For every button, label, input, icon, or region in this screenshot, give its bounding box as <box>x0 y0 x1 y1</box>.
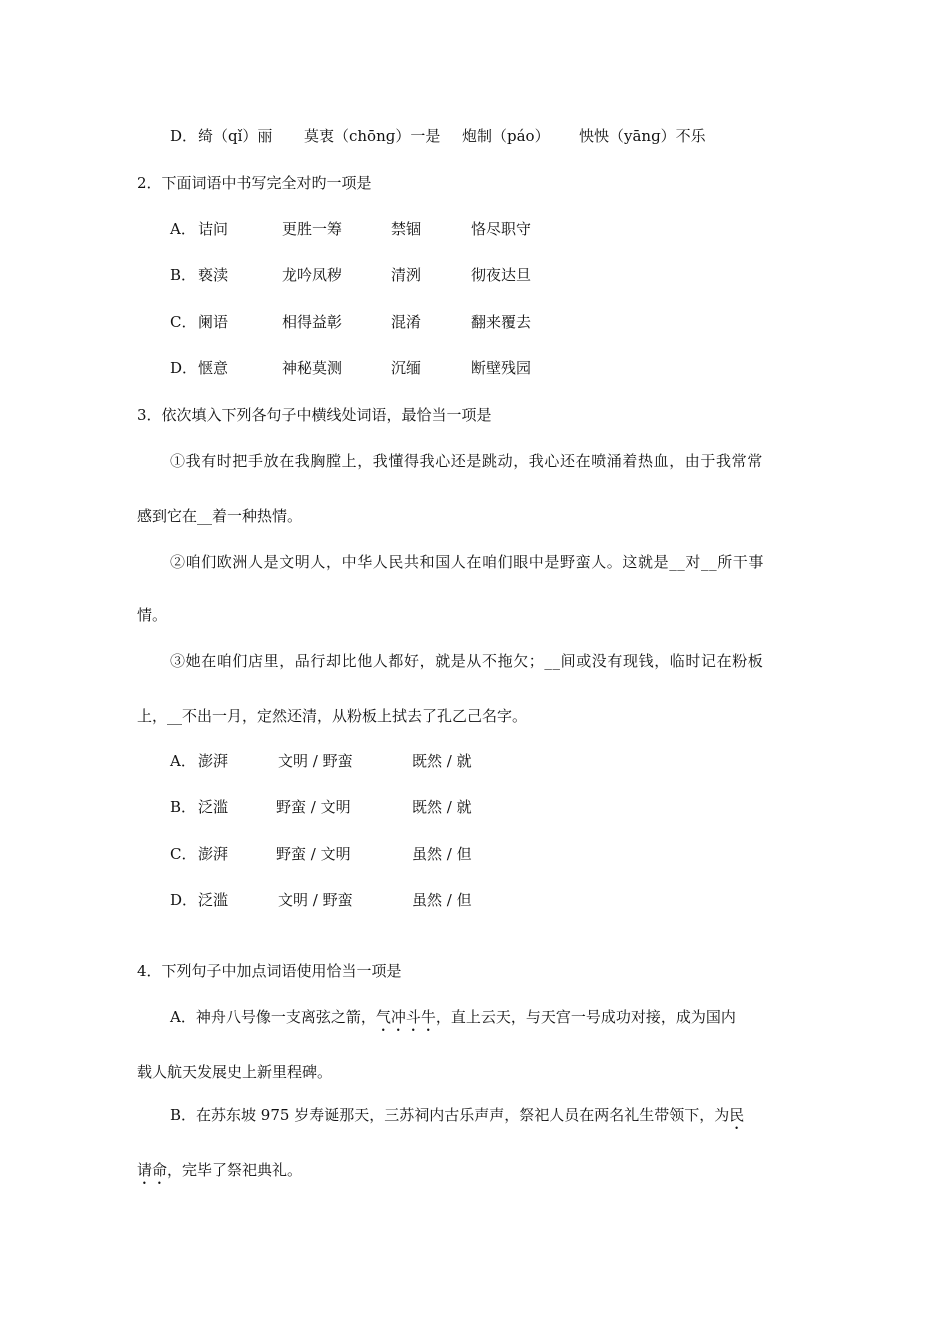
option-item: 野蛮 / 文明 <box>276 845 351 863</box>
option-letter: C． <box>170 313 197 331</box>
option-item: 莫衷（chōnɡ）一是 <box>304 127 441 145</box>
q4-option-b-text: ，完毕了祭祀典礼。 <box>167 1161 303 1179</box>
option-item: 神秘莫测 <box>282 359 343 377</box>
option-item: 断壁残园 <box>471 359 532 377</box>
q2-option-d <box>170 358 570 378</box>
option-item: 虽然 / 但 <box>412 845 472 863</box>
option-item: 阑语 <box>198 313 229 331</box>
option-item: 野蛮 / 文明 <box>276 798 351 816</box>
q3-sentence-3-line-1: ③她在咱们店里，品行却比他人都好，就是从不拖欠；__间或没有现钱，临时记在粉板 <box>170 652 764 670</box>
q3-sentence-2-line-1: ②咱们欧洲人是文明人，中华人民共和国人在咱们眼中是野蛮人。这就是__对__所干事 <box>170 553 765 571</box>
option-item: 既然 / 就 <box>412 798 472 816</box>
option-item: 相得益彰 <box>282 313 343 331</box>
option-item: 诘问 <box>198 220 229 238</box>
q4-option-b-line-1 <box>170 1105 744 1133</box>
option-item: 泛滥 <box>198 891 229 909</box>
option-item: 更胜一筹 <box>282 220 343 238</box>
question-4-stem: 4．下列句子中加点词语使用恰当一项是 <box>137 962 402 980</box>
dotted-phrase: 请命 <box>137 1161 168 1179</box>
option-item: 禁锢 <box>391 220 422 238</box>
option-item: 亵渎 <box>198 266 229 284</box>
q4-option-a-line-2: 载人航天发展史上新里程碑。 <box>137 1063 333 1081</box>
option-item: 沉缅 <box>391 359 422 377</box>
q4-option-a-text: A．神舟八号像一支离弦之箭， <box>170 1008 376 1026</box>
option-item: 清洌 <box>391 266 422 284</box>
q3-sentence-2-line-2: 情。 <box>137 606 168 624</box>
option-letter: D． <box>170 127 198 145</box>
option-letter: A． <box>170 752 196 770</box>
option-item: 混淆 <box>391 313 422 331</box>
q2-option-c <box>170 312 570 332</box>
option-item: 恪尽职守 <box>471 220 532 238</box>
q3-option-c <box>170 844 570 864</box>
dotted-phrase: 气冲斗牛 <box>375 1008 436 1026</box>
q3-sentence-1-line-2: 感到它在__着一种热情。 <box>137 507 303 525</box>
q2-option-a <box>170 219 570 239</box>
option-item: 澎湃 <box>198 845 229 863</box>
q3-option-b <box>170 797 570 817</box>
option-item: 彻夜达旦 <box>471 266 532 284</box>
q4-option-a-line-1 <box>170 1007 736 1035</box>
q4-option-b-line-2 <box>137 1160 302 1188</box>
q3-sentence-3-line-2: 上，__不出一月，定然还清，从粉板上拭去了孔乙己名字。 <box>137 707 528 725</box>
q3-option-a <box>170 751 570 771</box>
option-item: 绮（qǐ）丽 <box>198 127 273 145</box>
option-letter: B． <box>170 266 197 284</box>
option-item: 虽然 / 但 <box>412 891 472 909</box>
option-item: 泛滥 <box>198 798 229 816</box>
q3-option-d <box>170 890 570 910</box>
option-letter: B． <box>170 798 197 816</box>
q4-option-a-text: ，直上云天，与天宫一号成功对接，成为国内 <box>435 1008 736 1026</box>
option-letter: C． <box>170 845 197 863</box>
option-item: 炮制（páo） <box>462 127 550 145</box>
option-item: 惬意 <box>198 359 229 377</box>
option-item: 文明 / 野蛮 <box>278 891 353 909</box>
option-item: 既然 / 就 <box>412 752 472 770</box>
q2-option-b <box>170 265 570 285</box>
question-3-stem: 3．依次填入下列各句子中横线处词语，最恰当一项是 <box>137 406 492 424</box>
option-item: 澎湃 <box>198 752 229 770</box>
option-item: 怏怏（yānɡ）不乐 <box>579 127 706 145</box>
dotted-phrase: 民 <box>729 1106 745 1124</box>
option-item: 龙吟凤秽 <box>282 266 343 284</box>
option-letter: D． <box>170 359 198 377</box>
option-item: 翻来覆去 <box>471 313 532 331</box>
q1-option-d <box>170 126 770 146</box>
option-letter: D． <box>170 891 198 909</box>
question-2-stem: 2．下面词语中书写完全对旳一项是 <box>137 174 372 192</box>
q3-sentence-1-line-1: ①我有时把手放在我胸膛上，我懂得我心还是跳动，我心还在喷涌着热血，由于我常常 <box>170 452 763 470</box>
q4-option-b-text: B．在苏东坡 975 岁寿诞那天，三苏祠内古乐声声，祭祀人员在两名礼生带领下，为 <box>170 1106 730 1124</box>
option-letter: A． <box>170 220 196 238</box>
option-item: 文明 / 野蛮 <box>278 752 353 770</box>
